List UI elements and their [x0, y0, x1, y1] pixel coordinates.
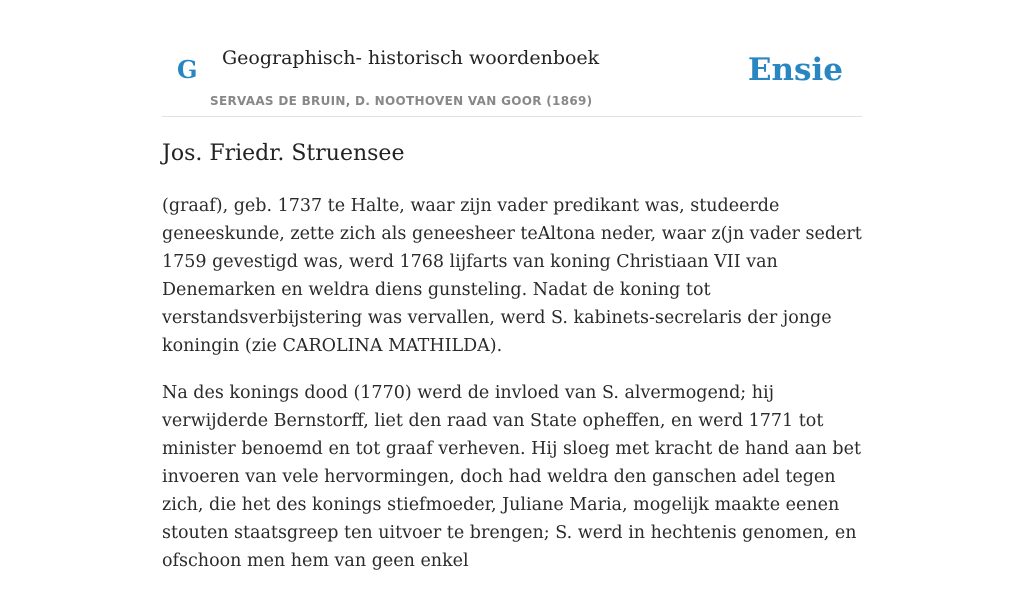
book-author: SERVAAS DE BRUIN, D. NOOTHOVEN VAN GOOR (1869)	[210, 94, 593, 108]
page	[162, 0, 862, 571]
entry-body	[162, 192, 862, 594]
book-title[interactable]: Geographisch- historisch woordenboek	[222, 47, 600, 69]
ensie-logo-link[interactable]: Ensie	[747, 52, 843, 88]
book-logo-icon[interactable]: G	[177, 55, 198, 84]
header	[162, 0, 862, 117]
entry-title: Jos. Friedr. Struensee	[162, 141, 405, 166]
entry-paragraph-2: Na des konings dood (1770) werd de invloed van S. alvermogend; hij verwijderde Bernstorff, liet den raad van State opheffen, en werd 1771 tot minister benoemd en tot graaf verheven. Hij sloeg met kracht de hand aan bet invoeren van vele hervormingen, doch had weldra den ganschen adel tegen zich, die het des konings stiefmoeder, Juliane Maria, mogelijk maakte eenen stouten staatsgreep ten uitvoer te brengen; S. werd in hechtenis genomen, en ofschoon men hem van geen enkel	[162, 383, 861, 571]
entry-paragraph-1: (graaf), geb. 1737 te Halte, waar zijn vader predikant was, studeerde geneeskunde, zette zich als geneesheer teAltona neder, waar z(jn vader sedert 1759 gevestigd was, werd 1768 lijfarts van koning Christiaan VII van Denemarken en weldra diens gunsteling. Nadat de koning tot verstandsverbijstering was vervallen, werd S. kabinets-secrelaris der jonge koningin (zie CAROLINA MATHILDA).	[162, 196, 862, 356]
